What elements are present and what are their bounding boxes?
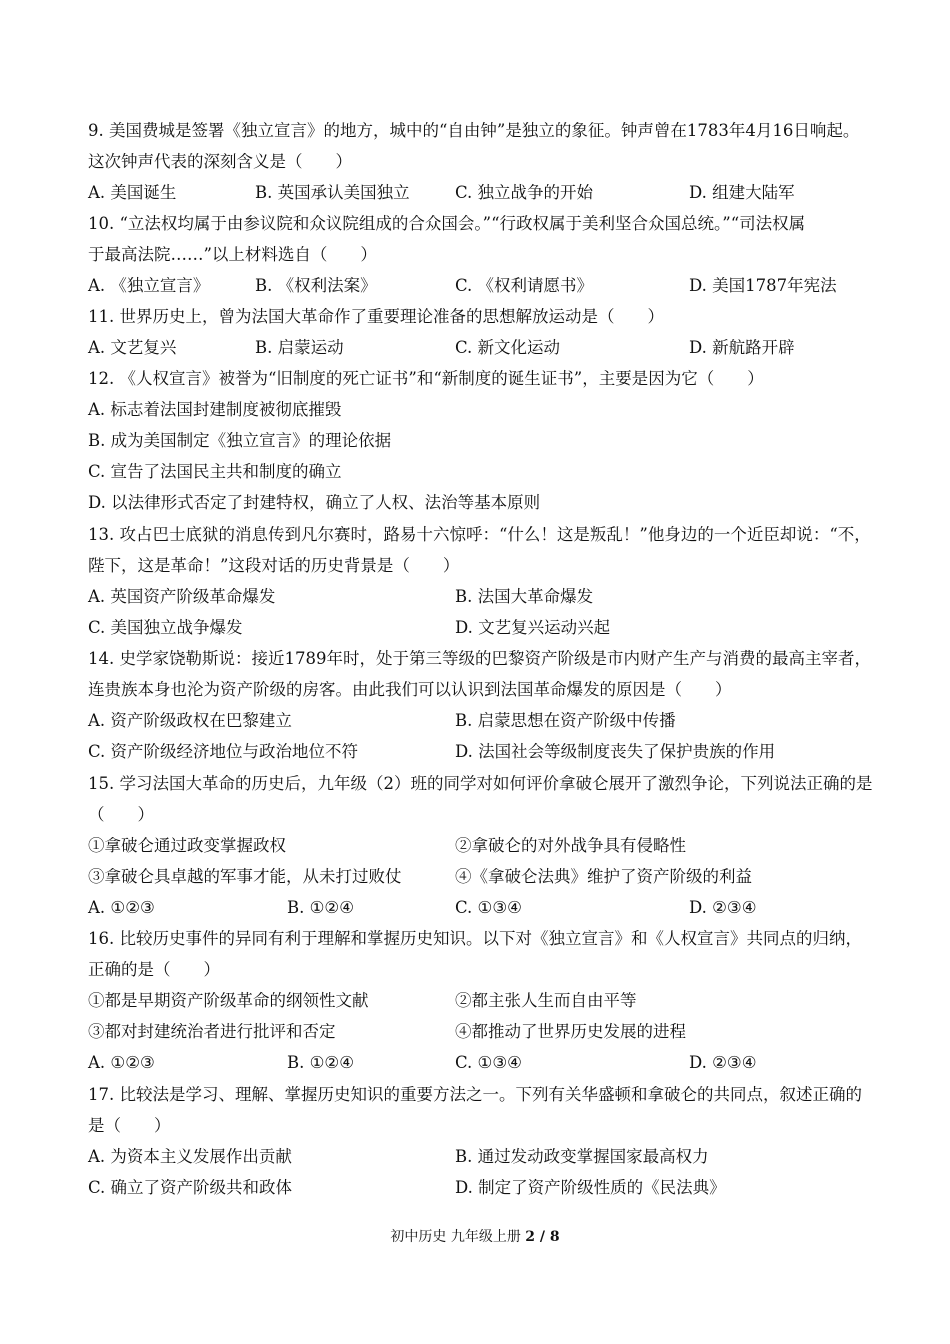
option-b: B. 启蒙思想在资产阶级中传播 xyxy=(455,711,676,730)
option-b: B. 《权利法案》 xyxy=(255,276,377,295)
answer-options xyxy=(88,892,868,923)
option-b: B. 法国大革命爆发 xyxy=(455,587,594,606)
question-stem: （ ） xyxy=(88,805,154,824)
question-10 xyxy=(88,208,868,301)
question-16 xyxy=(88,923,868,1078)
option-c: C. 《权利请愿书》 xyxy=(455,276,594,295)
answer-options xyxy=(88,612,868,643)
option-b: B. ①②④ xyxy=(287,1053,354,1072)
statement-items xyxy=(88,861,868,892)
footer-label: 初中历史 九年级上册 xyxy=(390,1229,526,1245)
statement-2: ②都主张人生而自由平等 xyxy=(455,991,637,1010)
option-a: A. 为资本主义发展作出贡献 xyxy=(88,1147,292,1166)
statement-1: ①拿破仑通过政变掌握政权 xyxy=(88,836,286,855)
question-13 xyxy=(88,519,871,643)
option-c: C. 美国独立战争爆发 xyxy=(88,618,243,637)
statement-1: ①都是早期资产阶级革命的纲领性文献 xyxy=(88,991,369,1010)
answer-options xyxy=(88,332,868,363)
statement-3: ③都对封建统治者进行批评和否定 xyxy=(88,1022,336,1041)
question-stem: 这次钟声代表的深刻含义是（ ） xyxy=(88,152,352,171)
option-c: C. 资产阶级经济地位与政治地位不符 xyxy=(88,742,359,761)
statement-2: ②拿破仑的对外战争具有侵略性 xyxy=(455,836,686,855)
question-stem: 13. 攻占巴士底狱的消息传到凡尔赛时，路易十六惊呼：“什么！这是叛乱！”他身边的一个近臣却说：“不， xyxy=(88,525,871,544)
option-d: D. 法国社会等级制度丧失了保护贵族的作用 xyxy=(455,742,776,761)
answer-options xyxy=(88,1172,868,1203)
question-11 xyxy=(88,301,868,363)
statement-items xyxy=(88,985,868,1016)
option-c: C. 独立战争的开始 xyxy=(455,183,594,202)
statement-3: ③拿破仑具卓越的军事才能，从未打过败仗 xyxy=(88,867,402,886)
question-9 xyxy=(88,115,868,208)
option-d: D. 以法律形式否定了封建特权，确立了人权、法治等基本原则 xyxy=(88,493,541,512)
option-c: C. ①③④ xyxy=(455,898,522,917)
option-b: B. 通过发动政变掌握国家最高权力 xyxy=(455,1147,709,1166)
question-stem: 连贵族本身也沦为资产阶级的房客。由此我们可以认识到法国革命爆发的原因是（ ） xyxy=(88,680,732,699)
question-stem: 于最高法院……”以上材料选自（ ） xyxy=(88,245,377,264)
question-stem: 12. 《人权宣言》被誉为“旧制度的死亡证书”和“新制度的诞生证书”，主要是因为它（ ） xyxy=(88,369,764,388)
question-14 xyxy=(88,643,871,767)
option-a: A. 英国资产阶级革命爆发 xyxy=(88,587,276,606)
question-stem: 14. 史学家饶勒斯说：接近1789年时，处于第三等级的巴黎资产阶级是市内财产生产与消费的最高主宰者， xyxy=(88,649,871,668)
option-a: A. ①②③ xyxy=(88,898,155,917)
option-b: B. 启蒙运动 xyxy=(255,338,344,357)
option-c: C. 宣告了法国民主共和制度的确立 xyxy=(88,462,342,481)
option-d: D. 新航路开辟 xyxy=(689,338,795,357)
answer-options xyxy=(88,705,868,736)
option-c: C. ①③④ xyxy=(455,1053,522,1072)
statement-4: ④《拿破仑法典》维护了资产阶级的利益 xyxy=(455,867,752,886)
question-stem: 11. 世界历史上，曾为法国大革命作了重要理论准备的思想解放运动是（ ） xyxy=(88,307,664,326)
answer-options xyxy=(88,270,868,301)
option-d: D. 制定了资产阶级性质的《民法典》 xyxy=(455,1178,726,1197)
option-d: D. 美国1787年宪法 xyxy=(689,276,837,295)
option-a: A. 美国诞生 xyxy=(88,183,177,202)
question-stem: 15. 学习法国大革命的历史后，九年级（2）班的同学对如何评价拿破仑展开了激烈争论，下列说法正确的是 xyxy=(88,774,873,793)
option-a: A. 文艺复兴 xyxy=(88,338,177,357)
answer-options xyxy=(88,1047,868,1078)
option-a: A. ①②③ xyxy=(88,1053,155,1072)
option-d: D. 组建大陆军 xyxy=(689,183,795,202)
question-12 xyxy=(88,363,868,518)
option-b: B. 成为美国制定《独立宣言》的理论依据 xyxy=(88,431,392,450)
statement-items xyxy=(88,830,868,861)
option-c: C. 确立了资产阶级共和政体 xyxy=(88,1178,293,1197)
question-15 xyxy=(88,768,873,923)
answer-options xyxy=(88,177,868,208)
question-stem: 10. “立法权均属于由参议院和众议院组成的合众国会。”“行政权属于美利坚合众国总统。”“司法权属 xyxy=(88,214,806,233)
statement-4: ④都推动了世界历史发展的进程 xyxy=(455,1022,686,1041)
question-stem: 陛下，这是革命！”这段对话的历史背景是（ ） xyxy=(88,556,460,575)
option-d: D. ②③④ xyxy=(689,898,757,917)
question-stem: 17. 比较法是学习、理解、掌握历史知识的重要方法之一。下列有关华盛顿和拿破仑的共同点，叙述正确的 xyxy=(88,1085,862,1104)
statement-items xyxy=(88,1016,868,1047)
question-stem: 16. 比较历史事件的异同有利于理解和掌握历史知识。以下对《独立宣言》和《人权宣言》共同点的归纳， xyxy=(88,929,862,948)
question-stem: 9. 美国费城是签署《独立宣言》的地方，城中的“自由钟”是独立的象征。钟声曾在1783年4月16日响起。 xyxy=(88,121,860,140)
option-b: B. 英国承认美国独立 xyxy=(255,183,410,202)
option-d: D. ②③④ xyxy=(689,1053,757,1072)
page-footer xyxy=(0,1227,950,1247)
option-a: A. 《独立宣言》 xyxy=(88,276,210,295)
option-b: B. ①②④ xyxy=(287,898,354,917)
answer-options xyxy=(88,581,868,612)
option-a: A. 资产阶级政权在巴黎建立 xyxy=(88,711,292,730)
option-d: D. 文艺复兴运动兴起 xyxy=(455,618,611,637)
answer-options xyxy=(88,736,868,767)
answer-options xyxy=(88,1141,868,1172)
question-17 xyxy=(88,1079,868,1203)
question-stem: 正确的是（ ） xyxy=(88,960,220,979)
option-a: A. 标志着法国封建制度被彻底摧毁 xyxy=(88,400,342,419)
page-number: 2 / 8 xyxy=(525,1229,560,1245)
question-stem: 是（ ） xyxy=(88,1116,171,1135)
option-c: C. 新文化运动 xyxy=(455,338,561,357)
